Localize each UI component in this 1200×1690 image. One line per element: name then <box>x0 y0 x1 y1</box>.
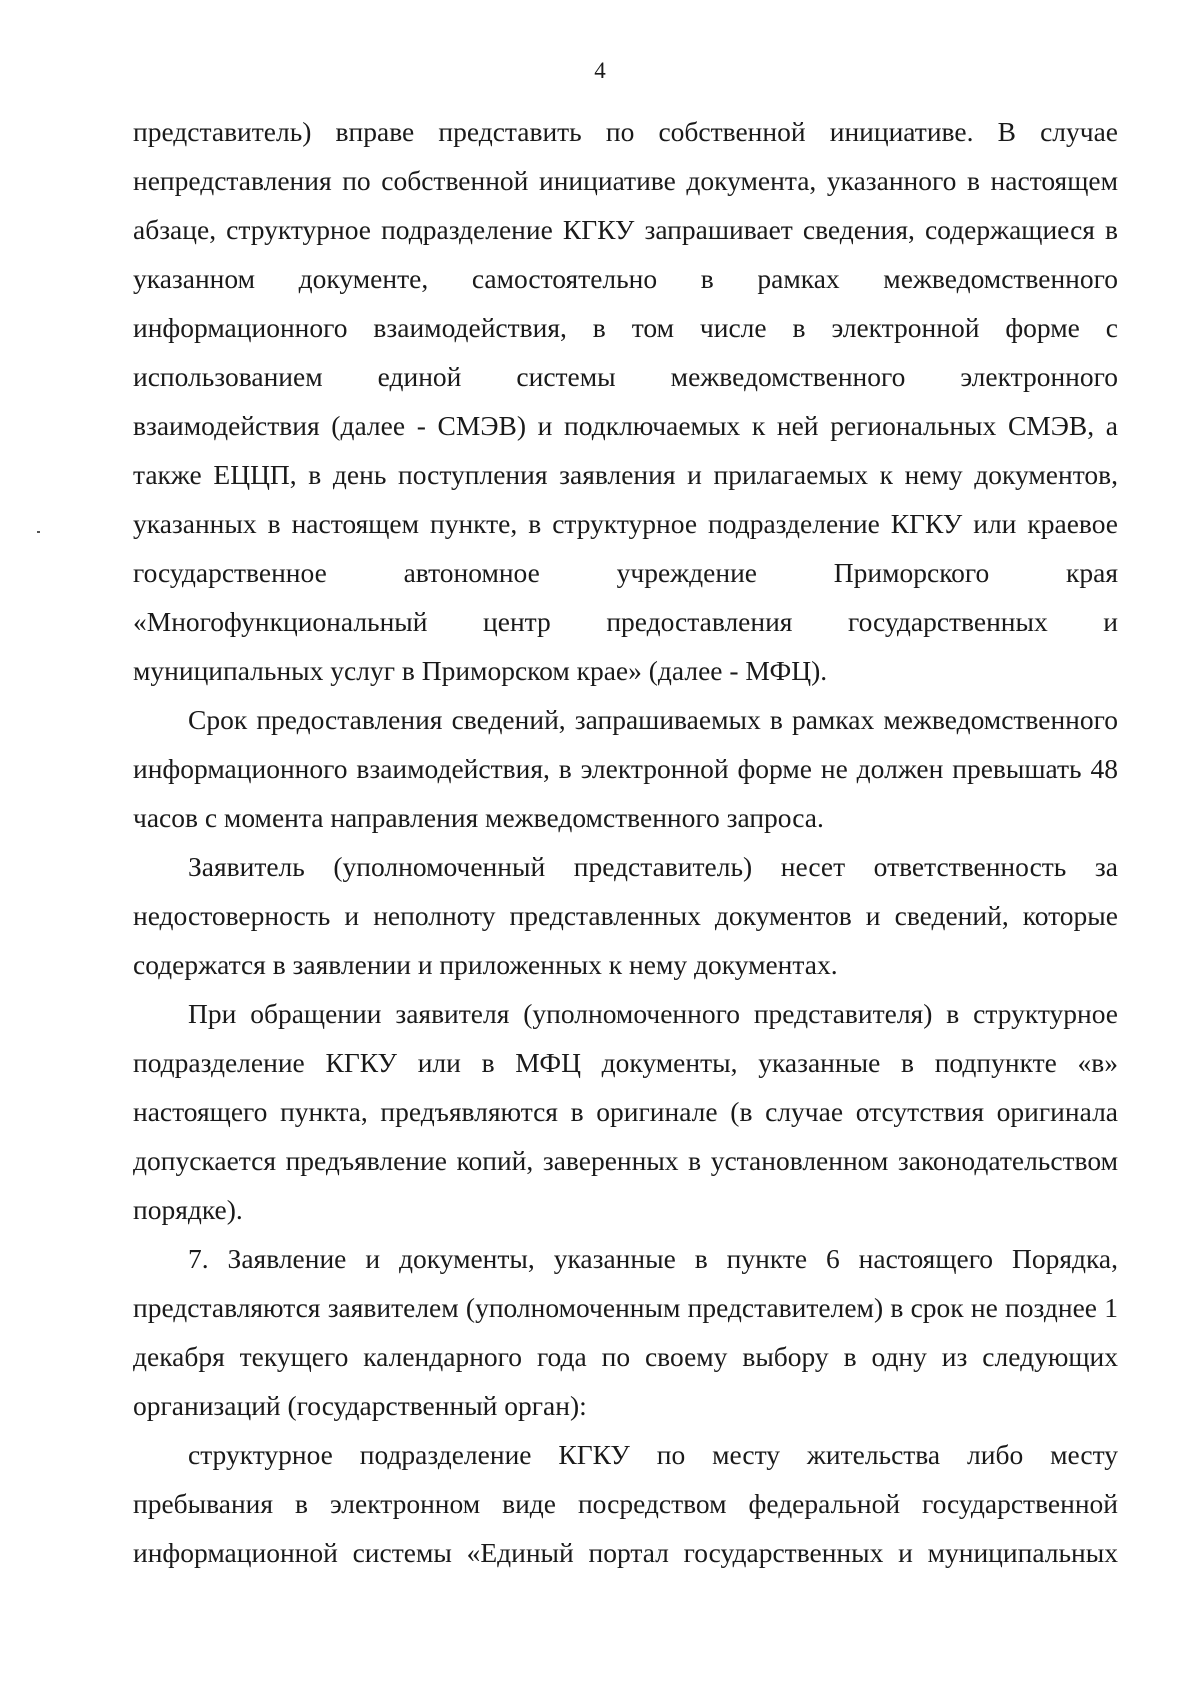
paragraph-originals: При обращении заявителя (уполномоченного представителя) в структурное подразделение КГКУ или в МФЦ документы, указанные в подпункте «в» настоящего пункта, предъявляются в оригинале (в случае отсутствия оригинала допускается предъявление копий, заверенных в установленном законодательством порядке). <box>133 998 1118 1225</box>
paragraph-continued: представитель) вправе представить по собственной инициативе. В случае непредставления по собственной инициативе документа, указанного в настоящем абзаце, структурное подразделение КГКУ запрашивает сведения, содержащиеся в указанном документе, самостоятельно в рамках межведомственного информационного взаимодействия, в том числе в электронной форме с использованием единой системы межведомственного электронного взаимодействия (далее - СМЭВ) и подключаемых к ней региональных СМЭВ, а также ЕЦЦП, в день поступления заявления и прилагаемых к нему документов, указанных в настоящем пункте, в структурное подразделение КГКУ или краевое государственное автономное учреждение Приморского края «Многофункциональный центр предоставления государственных и муниципальных услуг в Приморском крае» (далее - МФЦ). <box>133 116 1118 686</box>
margin-mark <box>37 531 40 533</box>
paragraph-structural-unit: структурное подразделение КГКУ по месту жительства либо месту пребывания в электронном виде посредством федеральной государственной информационной системы «Единый портал государственных и муниципальных <box>133 1439 1118 1568</box>
paragraph-response-time: Срок предоставления сведений, запрашиваемых в рамках межведомственного информационного взаимодействия, в электронной форме не должен превышать 48 часов с момента направления межведомственного запроса. <box>133 704 1118 833</box>
paragraph-responsibility: Заявитель (уполномоченный представитель) несет ответственность за недостоверность и неполноту представленных документов и сведений, которые содержатся в заявлении и приложенных к нему документах. <box>133 851 1118 980</box>
paragraph-item-7: 7. Заявление и документы, указанные в пункте 6 настоящего Порядка, представляются заявителем (уполномоченным представителем) в срок не позднее 1 декабря текущего календарного года по своему выбору в одну из следующих организаций (государственный орган): <box>133 1243 1118 1421</box>
body-text <box>133 107 1118 1577</box>
page-number: 4 <box>594 58 606 83</box>
